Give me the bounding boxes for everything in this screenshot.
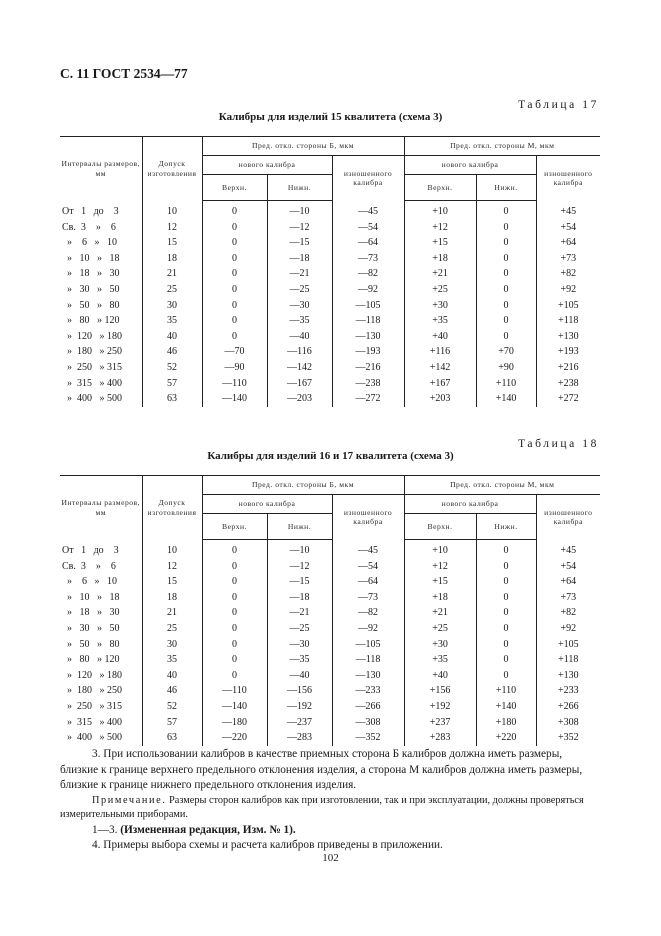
- cell-interval: » 10 » 18: [62, 252, 120, 264]
- cell-b-lower: —283: [267, 730, 332, 746]
- cell-b-lower: —40: [267, 329, 332, 345]
- cell-m-lower: +110: [476, 683, 536, 699]
- cell-b-lower: —35: [267, 313, 332, 329]
- table-row: [60, 329, 600, 345]
- cell-m-worn: +308: [536, 715, 600, 731]
- cell-b-worn: —45: [332, 201, 404, 220]
- table-row: [60, 313, 600, 329]
- note-paragraph: [60, 794, 602, 823]
- cell-b-worn: —82: [332, 266, 404, 282]
- cell-interval: От 1 до 3: [62, 205, 119, 217]
- table-18-title: Калибры для изделий 16 и 17 квалитета (схема 3): [207, 450, 454, 462]
- cell-m-upper: +21: [404, 605, 476, 621]
- cell-m-worn: +118: [536, 652, 600, 668]
- cell-m-upper: +30: [404, 298, 476, 314]
- cell-tolerance: 63: [142, 391, 202, 407]
- cell-m-lower: 0: [476, 329, 536, 345]
- cell-b-upper: 0: [202, 282, 267, 298]
- cell-m-worn: +54: [536, 220, 600, 236]
- cell-m-worn: +73: [536, 251, 600, 267]
- cell-tolerance: 25: [142, 621, 202, 637]
- cell-b-lower: —18: [267, 590, 332, 606]
- cell-m-worn: +82: [536, 605, 600, 621]
- cell-b-lower: —12: [267, 220, 332, 236]
- cell-m-lower: +140: [476, 699, 536, 715]
- cell-b-upper: —140: [202, 699, 267, 715]
- cell-m-worn: +45: [536, 201, 600, 220]
- revision-prefix: 1—3.: [92, 823, 121, 836]
- cell-interval: » 18 » 30: [62, 607, 120, 619]
- cell-b-worn: —308: [332, 715, 404, 731]
- cell-interval: » 315 » 400: [62, 716, 122, 728]
- cell-b-worn: —73: [332, 251, 404, 267]
- cell-m-lower: 0: [476, 251, 536, 267]
- cell-m-lower: +180: [476, 715, 536, 731]
- cell-tolerance: 12: [142, 559, 202, 575]
- cell-m-upper: +25: [404, 282, 476, 298]
- cell-m-worn: +92: [536, 621, 600, 637]
- cell-m-worn: +130: [536, 668, 600, 684]
- table-row: [60, 637, 600, 653]
- cell-m-lower: 0: [476, 605, 536, 621]
- col-interval-header: Интервалы размеров, мм: [60, 476, 142, 540]
- cell-m-upper: +116: [404, 344, 476, 360]
- page-header: С. 11 ГОСТ 2534—77: [60, 66, 188, 81]
- cell-m-lower: 0: [476, 220, 536, 236]
- cell-m-worn: +352: [536, 730, 600, 746]
- cell-b-lower: —237: [267, 715, 332, 731]
- cell-interval: » 30 » 50: [62, 283, 120, 295]
- cell-m-upper: +30: [404, 637, 476, 653]
- cell-m-upper: +12: [404, 220, 476, 236]
- b-lower-header: Нижн.: [267, 514, 332, 540]
- cell-tolerance: 35: [142, 652, 202, 668]
- table-row: [60, 266, 600, 282]
- m-lower-header: Нижн.: [476, 175, 536, 201]
- b-upper-header: Верхн.: [202, 514, 267, 540]
- cell-interval: » 50 » 80: [62, 299, 120, 311]
- cell-b-worn: —45: [332, 540, 404, 559]
- cell-m-lower: +220: [476, 730, 536, 746]
- cell-tolerance: 52: [142, 360, 202, 376]
- cell-interval: » 80 » 120: [62, 315, 120, 327]
- cell-m-worn: +54: [536, 559, 600, 575]
- revision-text: (Измененная редакция, Изм. № 1).: [120, 823, 296, 836]
- col-tolerance-header: Допуск изготовления: [142, 137, 202, 201]
- m-new-gauge-header: нового калибра: [404, 495, 536, 514]
- cell-m-upper: +15: [404, 574, 476, 590]
- cell-tolerance: 10: [142, 201, 202, 220]
- cell-tolerance: 40: [142, 329, 202, 345]
- cell-b-worn: —105: [332, 637, 404, 653]
- cell-m-worn: +73: [536, 590, 600, 606]
- cell-interval: » 315 » 400: [62, 377, 122, 389]
- table-row: [60, 344, 600, 360]
- cell-tolerance: 30: [142, 298, 202, 314]
- table-18: [60, 475, 600, 746]
- table-row: [60, 235, 600, 251]
- cell-b-worn: —266: [332, 699, 404, 715]
- m-worn-gauge-header: изношенного калибра: [536, 495, 600, 540]
- cell-m-upper: +40: [404, 329, 476, 345]
- cell-b-upper: —110: [202, 683, 267, 699]
- cell-m-lower: +70: [476, 344, 536, 360]
- cell-b-upper: —220: [202, 730, 267, 746]
- cell-b-lower: —12: [267, 559, 332, 575]
- cell-m-upper: +18: [404, 590, 476, 606]
- cell-b-upper: 0: [202, 559, 267, 575]
- cell-b-upper: 0: [202, 621, 267, 637]
- cell-m-lower: 0: [476, 637, 536, 653]
- table-row: [60, 282, 600, 298]
- m-worn-gauge-header: изношенного калибра: [536, 156, 600, 201]
- cell-b-upper: 0: [202, 298, 267, 314]
- cell-m-lower: 0: [476, 652, 536, 668]
- cell-b-upper: 0: [202, 329, 267, 345]
- cell-b-upper: —180: [202, 715, 267, 731]
- table-17-number: Таблица 17: [518, 99, 599, 111]
- cell-b-lower: —25: [267, 282, 332, 298]
- cell-m-worn: +216: [536, 360, 600, 376]
- cell-m-upper: +15: [404, 235, 476, 251]
- cell-b-lower: —35: [267, 652, 332, 668]
- cell-b-worn: —54: [332, 220, 404, 236]
- table-row: [60, 730, 600, 746]
- cell-b-upper: —110: [202, 376, 267, 392]
- table-row: [60, 668, 600, 684]
- table-row: [60, 605, 600, 621]
- cell-tolerance: 35: [142, 313, 202, 329]
- table-row: [60, 683, 600, 699]
- cell-tolerance: 63: [142, 730, 202, 746]
- b-worn-gauge-header: изношенного калибра: [332, 495, 404, 540]
- page-number: 102: [322, 852, 339, 864]
- col-m-group-header: Пред. откл. стороны М, мкм: [404, 137, 600, 156]
- cell-m-worn: +193: [536, 344, 600, 360]
- cell-b-worn: —92: [332, 621, 404, 637]
- cell-m-lower: 0: [476, 590, 536, 606]
- cell-interval: Св. 3 » 6: [62, 560, 116, 572]
- cell-m-lower: 0: [476, 201, 536, 220]
- cell-b-worn: —54: [332, 559, 404, 575]
- cell-m-worn: +233: [536, 683, 600, 699]
- cell-m-lower: 0: [476, 282, 536, 298]
- cell-b-worn: —238: [332, 376, 404, 392]
- cell-interval: » 120 » 180: [62, 669, 122, 681]
- table-row: [60, 376, 600, 392]
- cell-m-lower: +90: [476, 360, 536, 376]
- cell-b-upper: 0: [202, 637, 267, 653]
- cell-interval: » 400 » 500: [62, 393, 122, 405]
- cell-b-lower: —192: [267, 699, 332, 715]
- cell-b-lower: —15: [267, 574, 332, 590]
- cell-tolerance: 57: [142, 376, 202, 392]
- cell-b-lower: —18: [267, 251, 332, 267]
- cell-b-worn: —272: [332, 391, 404, 407]
- table-row: [60, 360, 600, 376]
- col-interval-header: Интервалы размеров, мм: [60, 137, 142, 201]
- b-upper-header: Верхн.: [202, 175, 267, 201]
- cell-b-lower: —40: [267, 668, 332, 684]
- cell-b-upper: —140: [202, 391, 267, 407]
- cell-m-lower: 0: [476, 540, 536, 559]
- cell-b-worn: —352: [332, 730, 404, 746]
- cell-tolerance: 40: [142, 668, 202, 684]
- cell-interval: » 180 » 250: [62, 346, 122, 358]
- col-tolerance-header: Допуск изготовления: [142, 476, 202, 540]
- cell-m-upper: +10: [404, 201, 476, 220]
- b-worn-gauge-header: изношенного калибра: [332, 156, 404, 201]
- cell-b-worn: —118: [332, 652, 404, 668]
- cell-interval: » 250 » 315: [62, 361, 122, 373]
- cell-m-upper: +237: [404, 715, 476, 731]
- cell-b-lower: —25: [267, 621, 332, 637]
- cell-tolerance: 12: [142, 220, 202, 236]
- cell-interval: » 120 » 180: [62, 330, 122, 342]
- table-row: [60, 298, 600, 314]
- body-text: [60, 747, 602, 854]
- table-row: [60, 201, 600, 220]
- cell-m-lower: 0: [476, 559, 536, 575]
- cell-interval: » 80 » 120: [62, 654, 120, 666]
- cell-tolerance: 46: [142, 344, 202, 360]
- cell-m-worn: +272: [536, 391, 600, 407]
- cell-m-worn: +64: [536, 235, 600, 251]
- table-row: [60, 559, 600, 575]
- table-row: [60, 574, 600, 590]
- cell-tolerance: 46: [142, 683, 202, 699]
- cell-b-worn: —233: [332, 683, 404, 699]
- cell-interval: » 6 » 10: [62, 237, 117, 249]
- cell-b-lower: —10: [267, 540, 332, 559]
- cell-b-lower: —156: [267, 683, 332, 699]
- cell-tolerance: 21: [142, 266, 202, 282]
- cell-tolerance: 18: [142, 590, 202, 606]
- cell-b-upper: 0: [202, 266, 267, 282]
- cell-b-upper: 0: [202, 540, 267, 559]
- cell-m-lower: +110: [476, 376, 536, 392]
- cell-b-worn: —92: [332, 282, 404, 298]
- cell-b-upper: 0: [202, 574, 267, 590]
- cell-tolerance: 18: [142, 251, 202, 267]
- cell-b-lower: —203: [267, 391, 332, 407]
- b-new-gauge-header: нового калибра: [202, 156, 332, 175]
- cell-m-upper: +192: [404, 699, 476, 715]
- cell-b-worn: —216: [332, 360, 404, 376]
- col-m-group-header: Пред. откл. стороны М, мкм: [404, 476, 600, 495]
- table-row: [60, 715, 600, 731]
- cell-b-worn: —105: [332, 298, 404, 314]
- table-17: [60, 136, 600, 407]
- cell-tolerance: 10: [142, 540, 202, 559]
- cell-b-worn: —130: [332, 668, 404, 684]
- cell-m-worn: +105: [536, 298, 600, 314]
- cell-interval: Св. 3 » 6: [62, 221, 116, 233]
- cell-b-upper: 0: [202, 668, 267, 684]
- note-text: Размеры сторон калибров как при изготовлении, так и при эксплуатации, должны проверяться измерительными приборами.: [60, 794, 584, 820]
- cell-b-lower: —15: [267, 235, 332, 251]
- cell-tolerance: 52: [142, 699, 202, 715]
- cell-m-worn: +105: [536, 637, 600, 653]
- cell-b-worn: —193: [332, 344, 404, 360]
- cell-b-lower: —30: [267, 298, 332, 314]
- cell-b-lower: —30: [267, 637, 332, 653]
- cell-interval: » 400 » 500: [62, 732, 122, 744]
- cell-b-worn: —64: [332, 574, 404, 590]
- cell-b-lower: —21: [267, 605, 332, 621]
- cell-interval: » 6 » 10: [62, 576, 117, 588]
- cell-b-lower: —167: [267, 376, 332, 392]
- cell-b-lower: —21: [267, 266, 332, 282]
- cell-m-upper: +283: [404, 730, 476, 746]
- cell-m-lower: +140: [476, 391, 536, 407]
- cell-b-upper: 0: [202, 235, 267, 251]
- cell-m-lower: 0: [476, 235, 536, 251]
- cell-b-lower: —116: [267, 344, 332, 360]
- cell-tolerance: 15: [142, 235, 202, 251]
- paragraph-3: 3. При использовании калибров в качестве приемных сторона Б калибров должна иметь размеры, близкие к границе верхнего предельного отклонения изделия, а сторона М калибров должна иметь размеры, близкие к границе нижнего предельного отклонения изделия.: [60, 748, 583, 791]
- m-upper-header: Верхн.: [404, 175, 476, 201]
- cell-m-worn: +238: [536, 376, 600, 392]
- table-row: [60, 220, 600, 236]
- m-new-gauge-header: нового калибра: [404, 156, 536, 175]
- cell-b-worn: —130: [332, 329, 404, 345]
- cell-interval: » 18 » 30: [62, 268, 120, 280]
- cell-m-upper: +12: [404, 559, 476, 575]
- m-upper-header: Верхн.: [404, 514, 476, 540]
- cell-m-upper: +203: [404, 391, 476, 407]
- cell-interval: » 10 » 18: [62, 591, 120, 603]
- col-b-group-header: Пред. откл. стороны Б, мкм: [202, 137, 404, 156]
- cell-m-worn: +92: [536, 282, 600, 298]
- b-lower-header: Нижн.: [267, 175, 332, 201]
- cell-m-lower: 0: [476, 298, 536, 314]
- m-lower-header: Нижн.: [476, 514, 536, 540]
- cell-interval: » 30 » 50: [62, 622, 120, 634]
- cell-m-upper: +40: [404, 668, 476, 684]
- cell-b-worn: —82: [332, 605, 404, 621]
- table-17-title: Калибры для изделий 15 квалитета (схема 3): [218, 111, 443, 123]
- cell-interval: » 250 » 315: [62, 700, 122, 712]
- b-new-gauge-header: нового калибра: [202, 495, 332, 514]
- cell-m-lower: 0: [476, 668, 536, 684]
- cell-b-lower: —142: [267, 360, 332, 376]
- cell-tolerance: 21: [142, 605, 202, 621]
- table-18-number: Таблица 18: [518, 438, 599, 450]
- cell-m-worn: +130: [536, 329, 600, 345]
- cell-m-upper: +167: [404, 376, 476, 392]
- cell-m-upper: +35: [404, 652, 476, 668]
- cell-b-upper: 0: [202, 201, 267, 220]
- cell-m-upper: +35: [404, 313, 476, 329]
- cell-m-lower: 0: [476, 313, 536, 329]
- cell-b-worn: —118: [332, 313, 404, 329]
- cell-b-upper: 0: [202, 590, 267, 606]
- table-row: [60, 699, 600, 715]
- cell-m-worn: +118: [536, 313, 600, 329]
- paragraph-4: 4. Примеры выбора схемы и расчета калибров приведены в приложении.: [92, 839, 443, 851]
- cell-interval: » 180 » 250: [62, 685, 122, 697]
- cell-b-worn: —64: [332, 235, 404, 251]
- cell-b-upper: —70: [202, 344, 267, 360]
- cell-m-lower: 0: [476, 621, 536, 637]
- cell-tolerance: 15: [142, 574, 202, 590]
- table-row: [60, 621, 600, 637]
- table-row: [60, 540, 600, 559]
- revision-paragraph: [60, 823, 602, 839]
- cell-b-upper: 0: [202, 605, 267, 621]
- cell-b-lower: —10: [267, 201, 332, 220]
- table-row: [60, 652, 600, 668]
- cell-b-upper: 0: [202, 652, 267, 668]
- note-label: Примечание.: [92, 794, 167, 806]
- cell-m-worn: +64: [536, 574, 600, 590]
- cell-m-upper: +25: [404, 621, 476, 637]
- table-row: [60, 391, 600, 407]
- col-b-group-header: Пред. откл. стороны Б, мкм: [202, 476, 404, 495]
- cell-m-upper: +21: [404, 266, 476, 282]
- cell-tolerance: 57: [142, 715, 202, 731]
- cell-m-lower: 0: [476, 574, 536, 590]
- cell-b-upper: 0: [202, 220, 267, 236]
- cell-b-upper: 0: [202, 251, 267, 267]
- cell-m-lower: 0: [476, 266, 536, 282]
- table-row: [60, 251, 600, 267]
- cell-interval: От 1 до 3: [62, 544, 119, 556]
- cell-m-upper: +156: [404, 683, 476, 699]
- cell-tolerance: 30: [142, 637, 202, 653]
- cell-tolerance: 25: [142, 282, 202, 298]
- cell-m-worn: +82: [536, 266, 600, 282]
- cell-m-upper: +18: [404, 251, 476, 267]
- cell-m-upper: +10: [404, 540, 476, 559]
- cell-b-worn: —73: [332, 590, 404, 606]
- cell-m-worn: +266: [536, 699, 600, 715]
- cell-m-upper: +142: [404, 360, 476, 376]
- cell-m-worn: +45: [536, 540, 600, 559]
- cell-b-upper: 0: [202, 313, 267, 329]
- cell-interval: » 50 » 80: [62, 638, 120, 650]
- cell-b-upper: —90: [202, 360, 267, 376]
- table-row: [60, 590, 600, 606]
